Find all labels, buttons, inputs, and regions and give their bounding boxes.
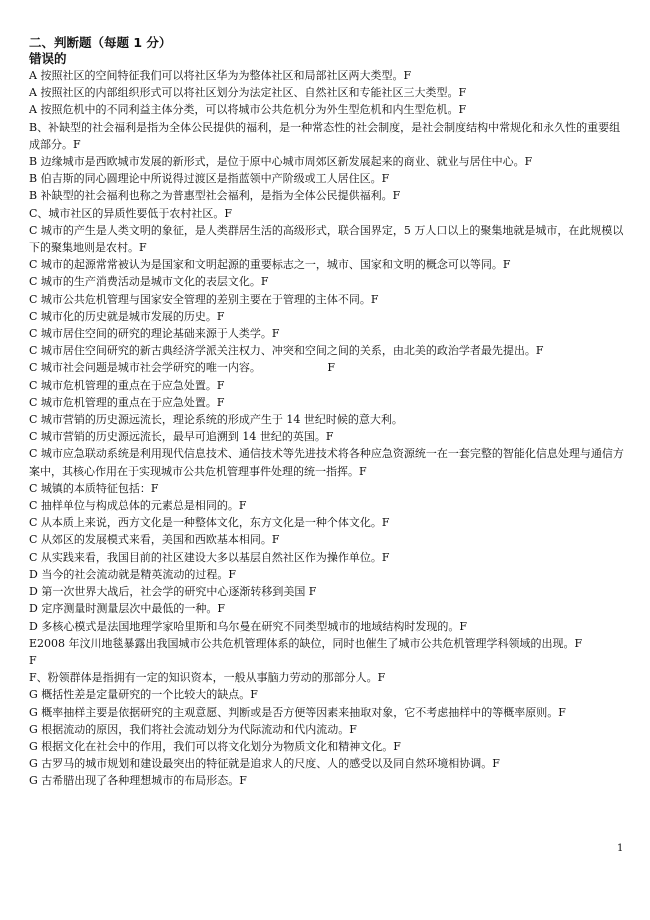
statement-item: C 从郊区的发展模式来看，美国和西欧基本相同。F — [29, 533, 280, 547]
statement-item: C、城市社区的异质性要低于农村社区。F — [29, 206, 233, 220]
statement-item: C 城镇的本质特征包括：F — [29, 481, 159, 495]
statement-item: C 城市营销的历史源远流长，最早可追溯到 14 世纪的英国。F — [29, 430, 334, 444]
statement-item: C 城市的起源常常被认为是国家和文明起源的重要标志之一，城市、国家和文明的概念可以等同。F — [29, 258, 511, 272]
statement-item: D 定序测量时测量层次中最低的一种。F — [29, 602, 225, 616]
statement-item: C 城市营销的历史源远流长，理论系统的形成产生于 14 世纪时候的意大利。 — [29, 413, 403, 427]
statement-item: A 按照社区的内部组织形式可以将社区划分为法定社区、自然社区和专能社区三大类型。F — [29, 86, 467, 100]
document-page — [29, 34, 625, 790]
statement-item: B、补缺型的社会福利是指为全体公民提供的福利，是一种常态性的社会制度，是社会制度结构中常规化和永久性的重要组成部分。F — [29, 120, 621, 151]
statement-item: C 城市化的历史就是城市发展的历史。F — [29, 309, 225, 323]
statement-item: G 古希腊出现了各种理想城市的布局形态。F — [29, 774, 247, 788]
statement-item: F — [29, 653, 37, 667]
subheading-wrong: 错误的 — [29, 51, 67, 66]
statement-item: C 城市应急联动系统是利用现代信息技术、通信技术等先进技术将各种应急资源统一在一套完整的智能化信息处理与通信方案中，其核心作用在于实现城市公共危机管理事件处理的统一指挥。F — [29, 447, 624, 478]
section-heading: 二、判断题（每题 1 分） — [29, 35, 172, 50]
page-number: 1 — [617, 843, 624, 854]
statement-item: C 抽样单位与构成总体的元素总是相同的。F — [29, 499, 247, 513]
statement-item: C 城市公共危机管理与国家安全管理的差别主要在于管理的主体不同。F — [29, 292, 379, 306]
statement-item: D 多核心模式是法国地理学家哈里斯和乌尔曼在研究不同类型城市的地域结构时发现的。F — [29, 619, 467, 633]
statement-item: B 边缘城市是西欧城市发展的新形式，是位于原中心城市周郊区新发展起来的商业、就业与居住中心。F — [29, 155, 533, 169]
statement-item: F、粉领群体是指拥有一定的知识资本，一般从事脑力劳动的那部分人。F — [29, 671, 386, 685]
statement-item: C 从本质上来说，西方文化是一种整体文化，东方文化是一种个体文化。F — [29, 516, 390, 530]
statement-list — [29, 67, 625, 790]
statement-item: C 城市的产生是人类文明的象征，是人类群居生活的高级形式，联合国界定，5 万人口以上的聚集地就是城市，在此规模以下的聚集地则是农村。F — [29, 223, 624, 255]
statement-item: C 城市社会问题是城市社会学研究的唯一内容。 F — [29, 361, 335, 375]
statement-item: C 城市的生产消费活动是城市文化的表层文化。F — [29, 275, 269, 289]
statement-item: B 补缺型的社会福利也称之为普惠型社会福利，是指为全体公民提供福利。F — [29, 189, 401, 203]
statement-item: D 当今的社会流动就是精英流动的过程。F — [29, 567, 236, 581]
statement-item: D 第一次世界大战后，社会学的研究中心逐渐转移到美国 F — [29, 585, 317, 599]
statement-item: E2008 年汶川地毯暴露出我国城市公共危机管理体系的缺位，同时也催生了城市公共危机管理学科领域的出现。F — [29, 636, 583, 650]
statement-item: A 按照社区的空间特征我们可以将社区华为为整体社区和局部社区两大类型。F — [29, 69, 412, 82]
statement-item: A 按照危机中的不同利益主体分类，可以将城市公共危机分为外生型危机和内生型危机。F — [29, 103, 467, 117]
statement-item: C 城市危机管理的重点在于应急处置。F — [29, 378, 225, 392]
statement-item: C 从实践来看，我国目前的社区建设大多以基层自然社区作为操作单位。F — [29, 550, 390, 564]
statement-item: G 根据流动的原因，我们将社会流动划分为代际流动和代内流动。F — [29, 722, 357, 736]
statement-item: G 概率抽样主要是依据研究的主观意愿、判断或是否方便等因素来抽取对象，它不考虑抽样中的等概率原则。F — [29, 705, 566, 719]
statement-item: B 伯吉斯的同心圆理论中所说得过渡区是指蓝领中产阶级或工人居住区。F — [29, 172, 390, 186]
statement-item: G 根据文化在社会中的作用，我们可以将文化划分为物质文化和精神文化。F — [29, 739, 401, 753]
statement-item: C 城市居住空间研究的新古典经济学派关注权力、冲突和空间之间的关系，由北美的政治学者最先提出。F — [29, 344, 544, 358]
statement-item: C 城市居住空间的研究的理论基础来源于人类学。F — [29, 327, 280, 341]
statement-item: G 古罗马的城市规划和建设最突出的特征就是追求人的尺度、人的感受以及同自然环境相协调。F — [29, 757, 500, 771]
statement-item: G 概括性差是定量研究的一个比较大的缺点。F — [29, 688, 258, 702]
statement-item: C 城市危机管理的重点在于应急处置。F — [29, 395, 225, 409]
